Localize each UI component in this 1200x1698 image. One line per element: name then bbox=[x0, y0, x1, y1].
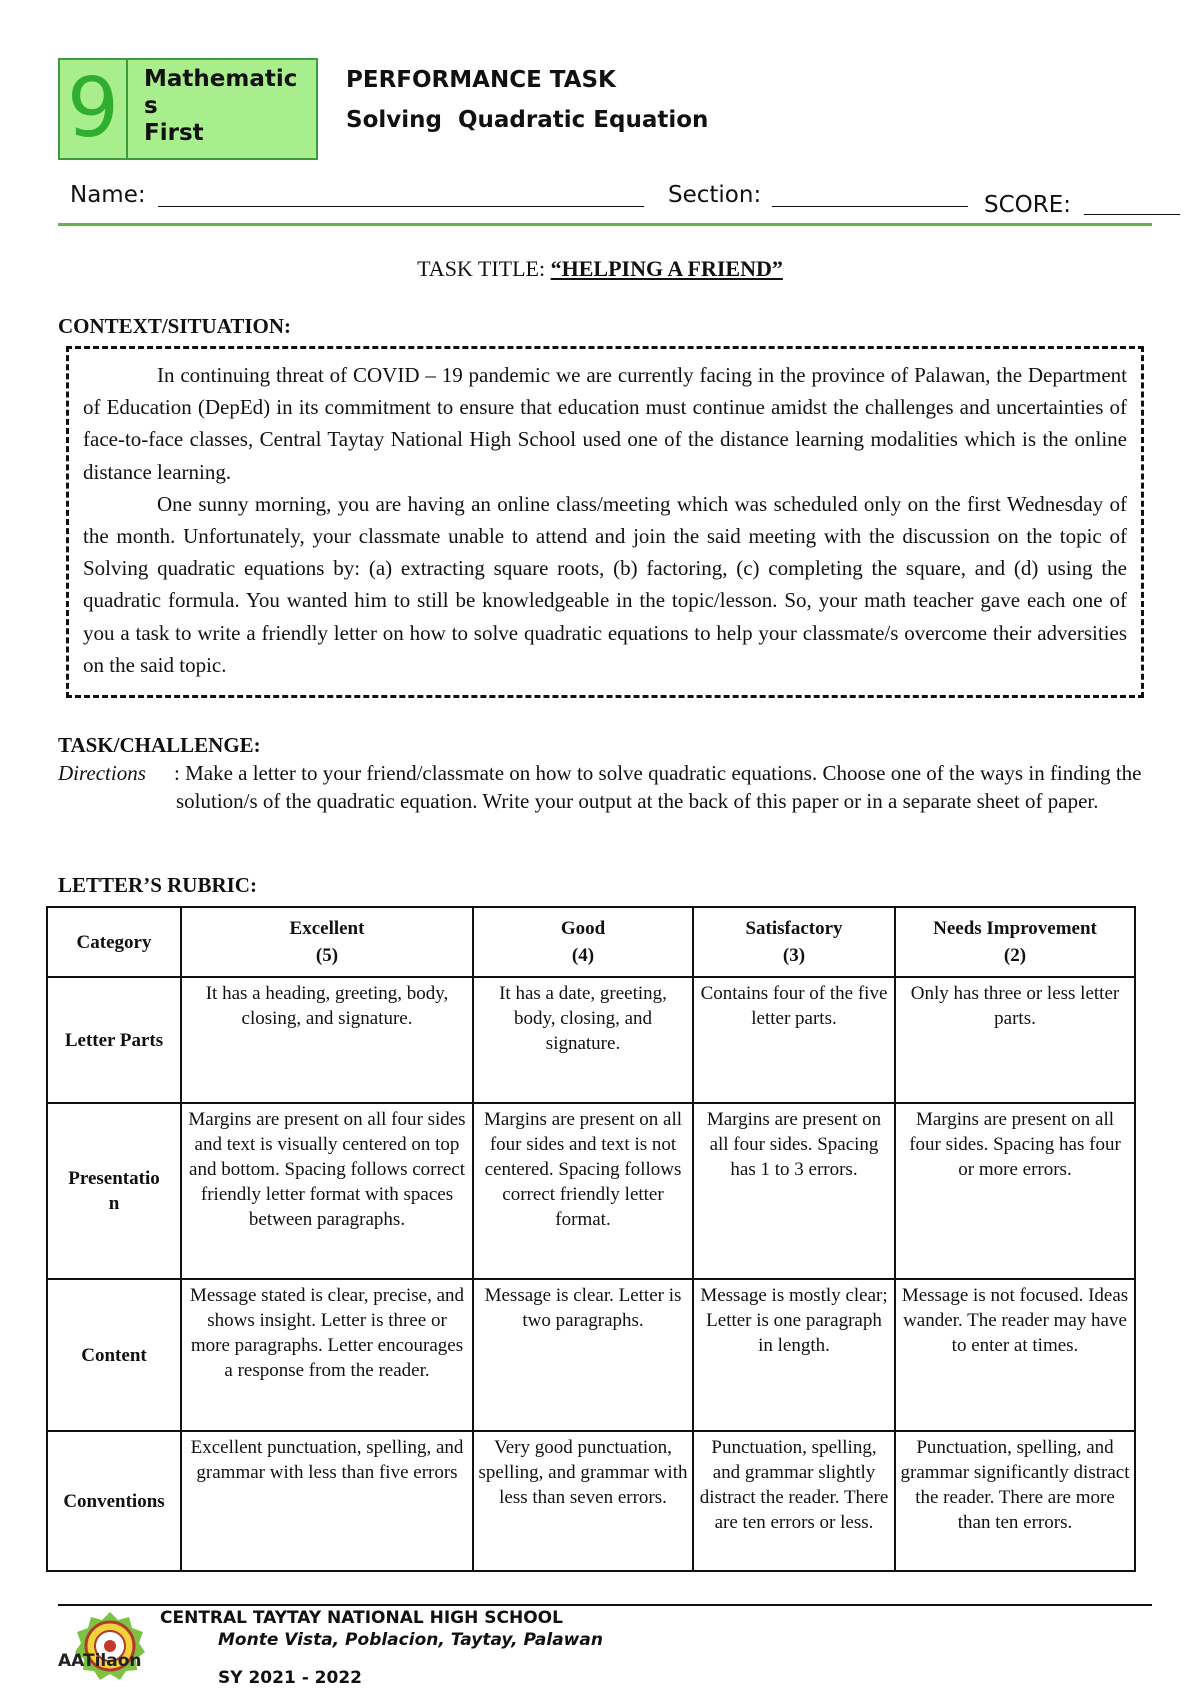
column-label: Category bbox=[76, 931, 152, 953]
rubric-cell: Only has three or less letter parts. bbox=[895, 977, 1135, 1103]
row-category: Letter Parts bbox=[47, 977, 181, 1103]
name-field[interactable] bbox=[158, 180, 644, 207]
quarter-name: First bbox=[144, 120, 204, 146]
table-row bbox=[47, 1103, 1135, 1279]
rubric-cell: Margins are present on all four sides. Spacing has four or more errors. bbox=[895, 1103, 1135, 1279]
table-row bbox=[47, 977, 1135, 1103]
name-label: Name: bbox=[70, 182, 146, 208]
table-row bbox=[47, 1431, 1135, 1571]
rubric-cell: Message is clear. Letter is two paragraphs. bbox=[473, 1279, 693, 1431]
school-info bbox=[160, 1608, 603, 1688]
section-field[interactable] bbox=[772, 180, 968, 207]
school-year: SY 2021 - 2022 bbox=[218, 1668, 362, 1688]
row-category: Content bbox=[47, 1279, 181, 1431]
column-header bbox=[47, 907, 181, 977]
column-points: (2) bbox=[1003, 945, 1027, 966]
rubric-cell: It has a heading, greeting, body, closing, and signature. bbox=[181, 977, 473, 1103]
rubric-table bbox=[46, 906, 1136, 1572]
rubric-cell: Message stated is clear, precise, and shows insight. Letter is three or more paragraphs. Letter encourages a response from the reader. bbox=[181, 1279, 473, 1431]
row-category: Conventions bbox=[47, 1431, 181, 1571]
context-paragraph: One sunny morning, you are having an online class/meeting which was scheduled only on the first Wednesday of the month. Unfortunately, your classmate unable to attend and join the said meeting with the discussion on the topic of Solving quadratic equations by: (a) extracting square roots, (b) factoring, (c) completing the square, and (d) using the quadratic formula. You wanted him to still be knowledgeable in the topic/lesson. So, your math teacher gave each one of you a task to write a friendly letter on how to solve quadratic equations to help your classmate/s overcome their adversities on the said topic. bbox=[83, 491, 1127, 677]
rubric-cell: Margins are present on all four sides and text is not centered. Spacing follows correct friendly letter format. bbox=[473, 1103, 693, 1279]
score-label: SCORE: bbox=[984, 192, 1072, 218]
rubric-cell: Punctuation, spelling, and grammar slightly distract the reader. There are ten errors or less. bbox=[693, 1431, 895, 1571]
directions bbox=[58, 760, 1158, 813]
rubric-cell: It has a date, greeting, body, closing, and signature. bbox=[473, 977, 693, 1103]
context-paragraph: In continuing threat of COVID – 19 pandemic we are currently facing in the province of Palawan, the Department of Education (DepEd) in its commitment to ensure that education must continue amidst the challenges and uncertainties of face-to-face classes, Central Taytay National High School used one of the distance learning modalities which is the online distance learning. bbox=[83, 363, 1127, 484]
task-topic: Solving Quadratic Equation bbox=[346, 107, 709, 133]
task-title bbox=[0, 256, 1200, 282]
column-header bbox=[181, 907, 473, 977]
school-name: CENTRAL TAYTAY NATIONAL HIGH SCHOOL bbox=[160, 1608, 563, 1628]
column-header bbox=[693, 907, 895, 977]
rubric-cell: Margins are present on all four sides and text is visually centered on top and bottom. Spacing follows correct friendly letter format with spaces between paragraphs. bbox=[181, 1103, 473, 1279]
row-category: Presentation bbox=[47, 1103, 181, 1279]
school-address: Monte Vista, Poblacion, Taytay, Palawan bbox=[218, 1630, 603, 1650]
school-seal-icon bbox=[74, 1610, 146, 1682]
directions-text: : Make a letter to your friend/classmate on how to solve quadratic equations. Choose one of the ways in finding the solution/s of the quadratic equation. Write your output at the back of this paper or in a separate sheet of paper. bbox=[174, 761, 1142, 813]
task-title-prefix: TASK TITLE: bbox=[417, 256, 551, 281]
rubric-header-row bbox=[47, 907, 1135, 977]
column-label: Satisfactory bbox=[745, 918, 843, 939]
student-info-line bbox=[70, 178, 1180, 218]
subject-name: Mathematics bbox=[144, 66, 298, 119]
rubric-cell: Message is not focused. Ideas wander. The reader may have to enter at times. bbox=[895, 1279, 1135, 1431]
directions-label: Directions bbox=[58, 761, 146, 785]
column-points: (4) bbox=[571, 945, 595, 966]
context-box bbox=[66, 346, 1144, 698]
rubric-heading: LETTER’S RUBRIC: bbox=[58, 873, 257, 897]
column-header bbox=[473, 907, 693, 977]
rubric-cell: Message is mostly clear; Letter is one paragraph in length. bbox=[693, 1279, 895, 1431]
score-field[interactable] bbox=[1084, 188, 1180, 215]
column-points: (3) bbox=[782, 945, 806, 966]
table-row bbox=[47, 1279, 1135, 1431]
rubric-cell: Punctuation, spelling, and grammar significantly distract the reader. There are more than ten errors. bbox=[895, 1431, 1135, 1571]
rubric-cell: Excellent punctuation, spelling, and grammar with less than five errors bbox=[181, 1431, 473, 1571]
column-points: (5) bbox=[315, 945, 339, 966]
task-heading-challenge: TASK/CHALLENGE: bbox=[58, 733, 261, 757]
column-label: Good bbox=[560, 918, 606, 939]
column-label: Excellent bbox=[289, 918, 365, 939]
task-heading bbox=[346, 60, 708, 140]
rubric-cell: Very good punctuation, spelling, and grammar with less than seven errors. bbox=[473, 1431, 693, 1571]
subject-label bbox=[128, 60, 316, 158]
task-title-text: “HELPING A FRIEND” bbox=[550, 256, 783, 281]
rubric-cell: Contains four of the five letter parts. bbox=[693, 977, 895, 1103]
header-divider bbox=[58, 223, 1152, 226]
logo-caption: AATilaon bbox=[58, 1651, 142, 1671]
footer-divider bbox=[58, 1604, 1152, 1606]
context-heading: CONTEXT/SITUATION: bbox=[58, 314, 291, 338]
grade-number: 9 bbox=[60, 60, 128, 158]
rubric-cell: Margins are present on all four sides. Spacing has 1 to 3 errors. bbox=[693, 1103, 895, 1279]
task-type: PERFORMANCE TASK bbox=[346, 67, 616, 93]
grade-badge bbox=[58, 58, 318, 160]
column-label: Needs Improvement bbox=[933, 918, 1097, 939]
section-label: Section: bbox=[668, 182, 762, 208]
column-header bbox=[895, 907, 1135, 977]
